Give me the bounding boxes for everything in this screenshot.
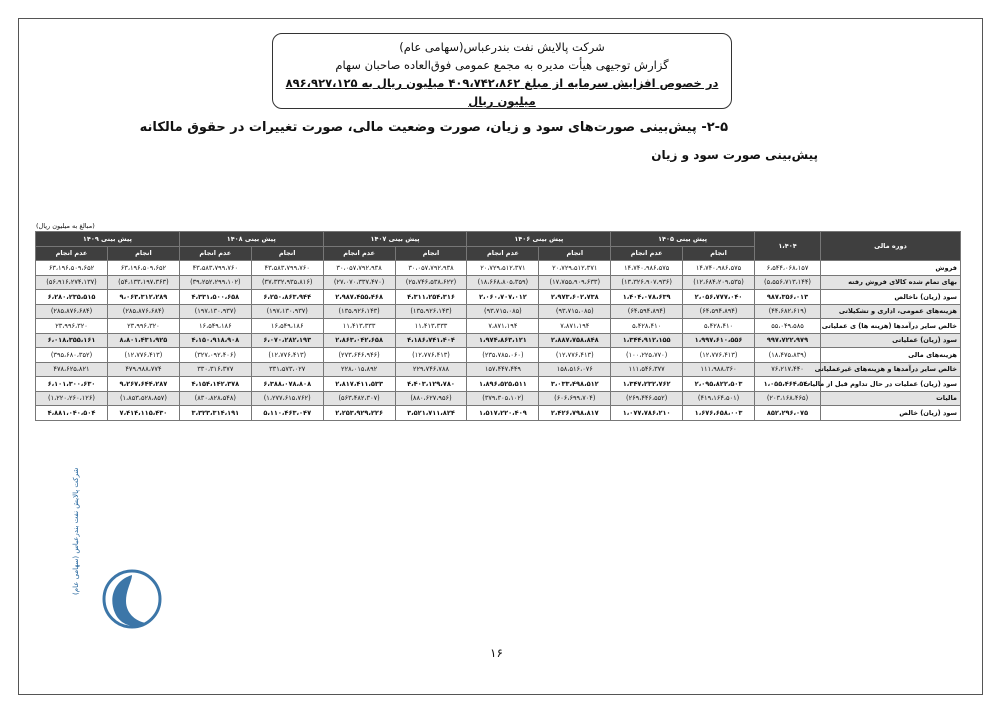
done-value: ۱۶،۵۴۹،۱۸۶ <box>251 319 323 334</box>
done-value: ۳۳۱،۵۷۳،۰۲۷ <box>251 362 323 377</box>
done-header: انجام <box>107 246 179 261</box>
done-value: ۲۲۹،۷۴۶،۷۸۸ <box>395 362 467 377</box>
done-value: (۱۲،۶۸۴،۲۰۹،۵۳۵) <box>683 275 755 290</box>
not-done-header: عدم انجام <box>179 246 251 261</box>
not-done-value: (۵۶،۹۱۶،۲۷۴،۱۳۷) <box>36 275 108 290</box>
table-row <box>36 304 961 319</box>
row-label: فروش <box>821 261 961 276</box>
not-done-value: ۱،۰۷۷،۷۸۶،۲۱۰ <box>611 406 683 421</box>
done-value: ۷،۸۷۱،۱۹۴ <box>539 319 611 334</box>
done-value: ۱۴،۷۴۰،۹۸۶،۵۷۵ <box>683 261 755 276</box>
done-value: ۴،۱۸۶،۷۴۱،۴۰۴ <box>395 333 467 348</box>
not-done-header: عدم انجام <box>323 246 395 261</box>
not-done-value: ۵،۴۲۸،۴۱۰ <box>611 319 683 334</box>
done-value: ۲،۹۷۳،۶۰۲،۷۳۸ <box>539 290 611 305</box>
done-header: انجام <box>683 246 755 261</box>
not-done-value: (۲۶۹،۴۴۶،۵۵۲) <box>611 391 683 406</box>
table-header-row <box>36 232 961 247</box>
done-value: ۳،۵۲۱،۷۱۱،۸۲۴ <box>395 406 467 421</box>
base-year-header: ۱،۴۰۴ <box>755 232 821 261</box>
done-value: (۴۱۹،۱۶۴،۵۰۱) <box>683 391 755 406</box>
not-done-value: ۳۳۰،۳۱۶،۳۷۷ <box>179 362 251 377</box>
not-done-value: ۶۳،۱۹۶،۵۰۹،۶۵۲ <box>36 261 108 276</box>
not-done-value: ۴۳،۵۸۳،۷۹۹،۷۶۰ <box>179 261 251 276</box>
done-value: ۶۳،۱۹۶،۵۰۹،۶۵۲ <box>107 261 179 276</box>
base-year-value: ۱،۰۵۵،۴۶۴،۵۴۰ <box>755 377 821 392</box>
base-year-value: ۵۵،۰۴۹،۵۸۵ <box>755 319 821 334</box>
done-value: ۲،۰۹۵،۸۲۲،۵۰۳ <box>683 377 755 392</box>
table-row <box>36 261 961 276</box>
done-value: ۲۰،۷۲۹،۵۱۲،۳۷۱ <box>539 261 611 276</box>
base-year-value: ۹۹۷،۷۲۲،۹۷۹ <box>755 333 821 348</box>
done-value: ۲۳،۹۹۶،۳۲۰ <box>107 319 179 334</box>
year-header: پیش بینی ۱۴۰۸ <box>179 232 323 247</box>
logo-emblem <box>104 571 160 627</box>
table-row <box>36 391 961 406</box>
table-row <box>36 319 961 334</box>
not-done-value: ۶،۱۰۱،۳۰۰،۶۳۰ <box>36 377 108 392</box>
unit-note: (مبالغ به میلیون ریال) <box>36 222 95 230</box>
not-done-value: (۹۳،۷۱۵،۰۸۵) <box>467 304 539 319</box>
not-done-value: ۱،۸۹۶،۵۲۵،۵۱۱ <box>467 377 539 392</box>
not-done-value: ۱۴،۷۴۰،۹۸۶،۵۷۵ <box>611 261 683 276</box>
base-year-value: ۷۶،۲۱۷،۴۴۰ <box>755 362 821 377</box>
base-year-value: (۱۸،۴۷۵،۸۳۹) <box>755 348 821 363</box>
period-header: دوره مالی <box>821 232 961 261</box>
done-value: ۶،۲۵۰،۸۶۳،۹۴۴ <box>251 290 323 305</box>
not-done-header: عدم انجام <box>611 246 683 261</box>
row-label: خالص سایر درآمدها (هزینه ها) ی عملیاتی <box>821 319 961 334</box>
table-row <box>36 333 961 348</box>
done-value: (۶۰۶،۶۹۹،۷۰۴) <box>539 391 611 406</box>
not-done-value: (۳۷۹،۳۰۵،۱۰۲) <box>467 391 539 406</box>
done-value: ۱۱۱،۹۸۸،۳۶۰ <box>683 362 755 377</box>
not-done-value: ۱،۴۰۴،۰۷۸،۶۳۹ <box>611 290 683 305</box>
done-value: ۶،۰۷۰،۲۸۲،۱۹۳ <box>251 333 323 348</box>
done-header: انجام <box>251 246 323 261</box>
income-statement-table <box>35 231 961 421</box>
row-label: هزینه‌های عمومی، اداری و تشکیلاتی <box>821 304 961 319</box>
base-year-value: (۲۰۳،۱۶۸،۴۶۵) <box>755 391 821 406</box>
done-value: (۲۵،۷۴۶،۵۳۸،۶۲۲) <box>395 275 467 290</box>
not-done-value: ۲۰،۷۲۹،۵۱۲،۳۷۱ <box>467 261 539 276</box>
done-value: (۳۷،۳۳۲،۹۳۵،۸۱۶) <box>251 275 323 290</box>
row-label: بهای تمام شده کالای فروش رفته <box>821 275 961 290</box>
not-done-value: ۶،۰۱۸،۳۵۵،۱۶۱ <box>36 333 108 348</box>
base-year-value: (۵،۵۵۶،۷۱۳،۱۴۴) <box>755 275 821 290</box>
year-header: پیش بینی ۱۴۰۷ <box>323 232 467 247</box>
not-done-value: ۲،۲۵۳،۹۲۹،۲۲۶ <box>323 406 395 421</box>
done-value: (۶۴،۵۹۴،۸۹۴) <box>683 304 755 319</box>
capital-increase-note: در خصوص افزایش سرمایه از مبلغ ۴۰۹،۷۴۲،۸۶۲ میلیون ریال به ۸۹۶،۹۲۷،۱۲۵ میلیون ریال <box>285 76 719 108</box>
not-done-value: (۱۳۵،۹۲۶،۱۴۳) <box>323 304 395 319</box>
not-done-value: ۲،۸۱۷،۴۱۱،۵۳۳ <box>323 377 395 392</box>
row-label: مالیات <box>821 391 961 406</box>
not-done-value: (۱،۲۲۰،۲۶۰،۱۲۶) <box>36 391 108 406</box>
done-value: ۳۰،۰۵۷،۷۹۲،۹۳۸ <box>395 261 467 276</box>
done-value: (۱۲،۷۷۶،۴۱۳) <box>683 348 755 363</box>
done-value: ۶،۳۸۸،۰۷۸،۸۰۸ <box>251 377 323 392</box>
not-done-value: (۱۸،۶۶۸،۸۰۵،۳۵۹) <box>467 275 539 290</box>
done-value: (۱۲،۷۷۶،۴۱۳) <box>107 348 179 363</box>
table-row <box>36 377 961 392</box>
done-value: ۷،۴۱۴،۱۱۵،۴۳۰ <box>107 406 179 421</box>
not-done-value: (۳۹۵،۶۸۰،۳۵۲) <box>36 348 108 363</box>
not-done-value: ۲،۰۶۰،۷۰۷،۰۱۲ <box>467 290 539 305</box>
not-done-value: ۴،۸۸۱،۰۴۰،۵۰۴ <box>36 406 108 421</box>
not-done-value: ۱،۳۴۷،۲۳۲،۷۶۲ <box>611 377 683 392</box>
base-year-value: ۶،۵۴۴،۰۶۸،۱۵۷ <box>755 261 821 276</box>
done-value: (۸۸۰،۶۲۷،۹۵۶) <box>395 391 467 406</box>
done-value: (۱۳۵،۹۲۶،۱۴۳) <box>395 304 467 319</box>
table-row <box>36 290 961 305</box>
not-done-value: (۲۳۵،۷۸۵،۰۶۰) <box>467 348 539 363</box>
row-label: خالص سایر درآمدها و هزینه‌های غیرعملیاتی <box>821 362 961 377</box>
not-done-value: ۱،۵۱۷،۲۲۰،۴۰۹ <box>467 406 539 421</box>
done-value: ۱۱،۴۱۳،۳۳۳ <box>395 319 467 334</box>
not-done-value: (۸۳۰،۸۲۸،۵۴۸) <box>179 391 251 406</box>
not-done-value: ۲۳،۹۹۶،۳۲۰ <box>36 319 108 334</box>
page-number: ۱۶ <box>490 646 503 660</box>
company-name: شرکت پالایش نفت بندرعباس(سهامی عام) <box>399 40 605 54</box>
not-done-value: (۲۷۳،۶۴۶،۹۴۶) <box>323 348 395 363</box>
not-done-value: (۳۲۷،۰۹۲،۴۰۶) <box>179 348 251 363</box>
done-value: ۴،۳۱۱،۲۵۴،۳۱۶ <box>395 290 467 305</box>
report-header-box <box>272 33 732 109</box>
not-done-value: ۳،۳۲۳،۳۱۴،۱۹۱ <box>179 406 251 421</box>
done-value: ۱۵۸،۵۱۶،۰۷۶ <box>539 362 611 377</box>
done-value: (۱۲،۷۷۶،۴۱۳) <box>395 348 467 363</box>
not-done-value: (۲۷،۰۷۰،۳۳۷،۴۷۰) <box>323 275 395 290</box>
not-done-value: (۶۴،۵۹۴،۸۹۴) <box>611 304 683 319</box>
done-value: (۱،۸۵۳،۵۲۸،۸۵۷) <box>107 391 179 406</box>
done-value: (۱۷،۷۵۵،۹۰۹،۶۳۳) <box>539 275 611 290</box>
not-done-value: ۳۰،۰۵۷،۷۹۲،۹۳۸ <box>323 261 395 276</box>
done-value: ۲،۸۸۷،۷۵۸،۸۴۸ <box>539 333 611 348</box>
not-done-value: (۱۹۷،۱۳۰،۹۳۷) <box>179 304 251 319</box>
not-done-value: ۱۱۱،۵۴۶،۳۷۷ <box>611 362 683 377</box>
not-done-value: ۶،۲۸۰،۲۳۵،۵۱۵ <box>36 290 108 305</box>
not-done-value: ۱۶،۵۴۹،۱۸۶ <box>179 319 251 334</box>
table-row <box>36 406 961 421</box>
base-year-value: (۴۴،۶۸۲،۶۱۹) <box>755 304 821 319</box>
not-done-value: ۴،۱۵۰،۹۱۸،۹۰۸ <box>179 333 251 348</box>
not-done-value: (۲۸۵،۸۷۶،۶۸۴) <box>36 304 108 319</box>
section-title: ۲-۵- پیش‌بینی صورت‌های سود و زیان، صورت وضعیت مالی، صورت تغییرات در حقوق مالکانه <box>139 120 728 135</box>
not-done-header: عدم انجام <box>467 246 539 261</box>
not-done-value: (۱۳،۳۲۶،۹۰۷،۹۳۶) <box>611 275 683 290</box>
not-done-value: ۱،۹۷۴،۸۶۳،۱۲۱ <box>467 333 539 348</box>
done-value: (۱،۲۷۷،۶۱۵،۷۶۲) <box>251 391 323 406</box>
row-label: سود (زیان) خالص <box>821 406 961 421</box>
row-label: سود (زیان) عملیات در حال تداوم قبل از مالیات <box>821 377 961 392</box>
row-label: سود (زیان) ناخالص <box>821 290 961 305</box>
report-subject: گزارش توجیهی هیأت مدیره به مجمع عمومی فوق‌العاده صاحبان سهام <box>335 58 669 72</box>
logo-text: شرکت پالایش نفت بندرعباس (سهامی عام) <box>72 467 80 595</box>
table-row <box>36 275 961 290</box>
done-value: (۱۲،۷۷۶،۴۱۳) <box>251 348 323 363</box>
done-value: ۴،۴۰۳،۱۲۹،۷۸۰ <box>395 377 467 392</box>
not-done-value: ۴۷۸،۶۲۵،۸۲۱ <box>36 362 108 377</box>
done-value: (۵۴،۱۳۳،۱۹۷،۳۶۳) <box>107 275 179 290</box>
done-value: ۹،۰۶۳،۳۱۲،۲۸۹ <box>107 290 179 305</box>
done-value: ۴۷۹،۹۸۸،۷۷۴ <box>107 362 179 377</box>
done-value: ۱،۶۷۶،۶۵۸،۰۰۳ <box>683 406 755 421</box>
base-year-value: ۹۸۷،۳۵۶،۰۱۳ <box>755 290 821 305</box>
done-value: ۴۳،۵۸۳،۷۹۹،۷۶۰ <box>251 261 323 276</box>
base-year-value: ۸۵۲،۲۹۶،۰۷۵ <box>755 406 821 421</box>
not-done-value: ۲،۸۶۳،۰۴۲،۶۵۸ <box>323 333 395 348</box>
not-done-value: ۴،۱۵۴،۱۴۲،۳۷۸ <box>179 377 251 392</box>
not-done-value: (۵۶۳،۴۸۲،۳۰۷) <box>323 391 395 406</box>
not-done-value: (۱۰۰،۲۲۵،۷۷۰) <box>611 348 683 363</box>
row-label: هزینه‌های مالی <box>821 348 961 363</box>
done-value: ۵،۴۲۸،۴۱۰ <box>683 319 755 334</box>
done-value: (۹۳،۷۱۵،۰۸۵) <box>539 304 611 319</box>
not-done-value: ۲۲۸،۰۱۵،۸۹۲ <box>323 362 395 377</box>
not-done-value: ۱،۳۴۴،۹۱۲،۱۵۵ <box>611 333 683 348</box>
row-label: سود (زیان) عملیاتی <box>821 333 961 348</box>
done-value: ۹،۲۶۷،۶۴۴،۲۸۷ <box>107 377 179 392</box>
done-value: ۵،۱۱۰،۴۶۳،۰۴۷ <box>251 406 323 421</box>
year-header: پیش بینی ۱۴۰۹ <box>36 232 180 247</box>
done-value: (۱۹۷،۱۳۰،۹۳۷) <box>251 304 323 319</box>
not-done-value: ۷،۸۷۱،۱۹۴ <box>467 319 539 334</box>
done-value: (۲۸۵،۸۷۶،۶۸۴) <box>107 304 179 319</box>
done-header: انجام <box>539 246 611 261</box>
done-value: ۸،۸۰۱،۴۳۱،۹۲۵ <box>107 333 179 348</box>
not-done-value: ۱۵۷،۴۴۷،۴۴۹ <box>467 362 539 377</box>
not-done-value: ۴،۳۳۱،۵۰۰،۶۵۸ <box>179 290 251 305</box>
done-value: ۲،۰۵۶،۷۷۷،۰۴۰ <box>683 290 755 305</box>
done-value: ۲،۴۲۶،۷۹۸،۸۱۷ <box>539 406 611 421</box>
sub-title: پیش‌بینی صورت سود و زیان <box>651 148 818 162</box>
not-done-value: ۱۱،۴۱۳،۳۳۳ <box>323 319 395 334</box>
done-header: انجام <box>395 246 467 261</box>
not-done-value: ۲،۹۸۷،۴۵۵،۴۶۸ <box>323 290 395 305</box>
done-value: ۳،۰۳۳،۴۹۸،۵۱۲ <box>539 377 611 392</box>
done-value: ۱،۹۹۷،۶۱۰،۵۵۶ <box>683 333 755 348</box>
year-header: پیش بینی ۱۴۰۵ <box>611 232 755 247</box>
not-done-header: عدم انجام <box>36 246 108 261</box>
table-row <box>36 348 961 363</box>
year-header: پیش بینی ۱۴۰۶ <box>467 232 611 247</box>
not-done-value: (۳۹،۲۵۲،۲۹۹،۱۰۲) <box>179 275 251 290</box>
company-logo <box>60 467 180 655</box>
done-value: (۱۲،۷۷۶،۴۱۳) <box>539 348 611 363</box>
table-row <box>36 362 961 377</box>
